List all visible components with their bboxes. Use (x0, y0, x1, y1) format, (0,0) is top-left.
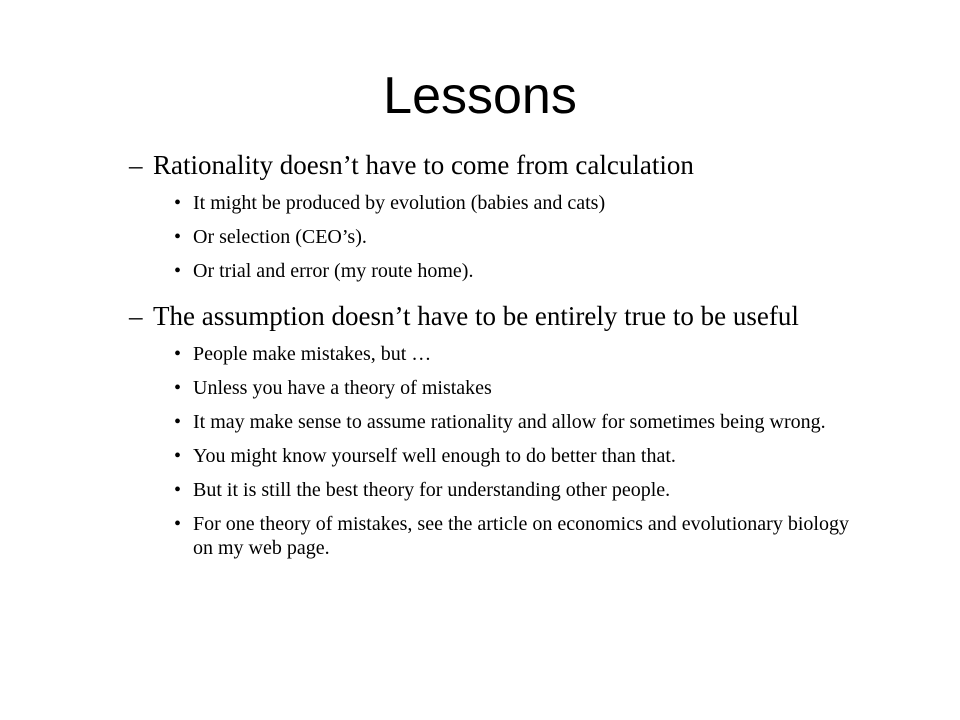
sub-bullet-text: Or trial and error (my route home). (193, 260, 474, 282)
bullet-text: The assumption doesn’t have to be entirely true to be useful (153, 301, 799, 331)
sub-bullet (174, 376, 853, 400)
slide-body (0, 150, 960, 570)
dash-marker: – (129, 301, 143, 331)
sub-bullet (174, 342, 853, 366)
sub-bullet-text: For one theory of mistakes, see the article on economics and evolutionary biology on my web page. (193, 513, 849, 559)
bullet-dot: • (174, 377, 182, 399)
sub-bullet (174, 259, 853, 283)
sub-bullet-text: It may make sense to assume rationality and allow for sometimes being wrong. (193, 411, 826, 433)
bullet-point (129, 150, 853, 181)
sub-bullet-text: Or selection (CEO’s). (193, 226, 367, 248)
sub-bullet (174, 512, 853, 560)
sub-bullet-text: People make mistakes, but … (193, 343, 432, 365)
dash-marker: – (129, 150, 143, 180)
bullet-dot: • (174, 226, 182, 248)
sub-bullet (174, 478, 853, 502)
sub-bullet-text: Unless you have a theory of mistakes (193, 377, 492, 399)
sub-bullet-list (0, 191, 960, 283)
sub-bullet (174, 410, 853, 434)
sub-bullet-text: But it is still the best theory for understanding other people. (193, 479, 671, 501)
bullet-dot: • (174, 192, 182, 214)
bullet-dot: • (174, 343, 182, 365)
bullet-text: Rationality doesn’t have to come from calculation (153, 150, 694, 180)
slide-title: Lessons (383, 67, 577, 125)
sub-bullet (174, 444, 853, 468)
sub-bullet (174, 191, 853, 215)
sub-bullet-text: It might be produced by evolution (babies and cats) (193, 192, 606, 214)
bullet-point (129, 301, 853, 332)
sub-bullet-text: You might know yourself well enough to do better than that. (193, 445, 676, 467)
sub-bullet (174, 225, 853, 249)
bullet-dot: • (174, 445, 182, 467)
bullet-dot: • (174, 479, 182, 501)
bullet-dot: • (174, 411, 182, 433)
sub-bullet-list (0, 342, 960, 560)
bullet-dot: • (174, 260, 182, 282)
bullet-dot: • (174, 513, 182, 535)
